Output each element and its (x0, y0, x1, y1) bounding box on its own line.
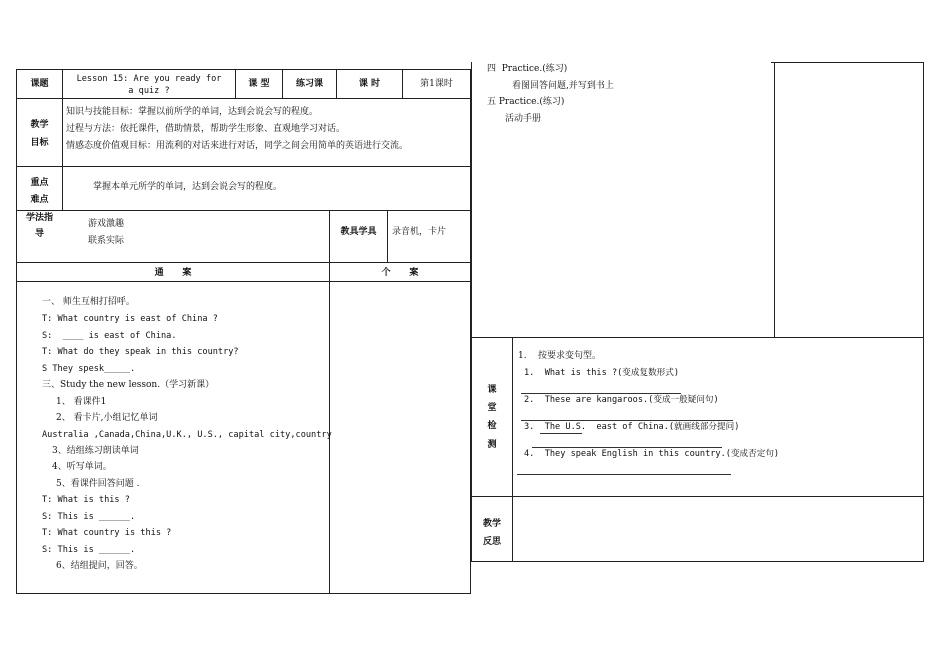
type-value: 练习课 (295, 79, 323, 89)
check-intro: 1. 按要求变句型。 (518, 351, 602, 361)
body-line-t2: T: What do they speak in this country? (42, 347, 239, 357)
body-line-t3: T: What is this ? (42, 495, 130, 505)
body-line-t4: T: What country is this ? (42, 528, 172, 538)
tools-label: 教具学具 (340, 227, 377, 237)
body-line-s3: S: This is ______. (42, 512, 136, 522)
goals-label-2: 目标 (30, 138, 49, 148)
underline-the-us (540, 433, 582, 434)
topic-value-line1: Lesson 15: Are you ready for (76, 74, 222, 84)
common-plan-header: 通 案 (154, 268, 192, 278)
topic-label: 课题 (30, 79, 49, 89)
method-label-1: 学法指 (25, 213, 53, 223)
check-item-2: 2. These are kangaroos.(变成一般疑问句) (524, 395, 719, 405)
body-line-step4: 4、听写单词。 (52, 462, 112, 472)
body-line-step2: 2、 看卡片,小组记忆单词 (56, 413, 158, 423)
method-line-2: 联系实际 (88, 236, 125, 246)
reflection-label-2: 反思 (482, 537, 501, 547)
practice-five-title: 五 Practice.(练习) (487, 97, 565, 107)
answer-line-4 (517, 474, 731, 475)
key-label-1: 重点 (30, 178, 49, 188)
body-line-greeting: 一、 师生互相打招呼。 (42, 297, 135, 307)
body-line-step6: 6、结组提问，回答。 (56, 561, 143, 571)
check-label-char-4: 测 (487, 440, 497, 450)
method-line-1: 游戏激趣 (88, 219, 125, 229)
goal-knowledge: 知识与技能目标：掌握以前所学的单词，达到会说会写的程度。 (66, 107, 319, 117)
body-line-new-lesson: 三、Study the new lesson.（学习新课） (42, 380, 215, 390)
practice-four-text: 看图回答问题,并写到书上 (512, 81, 614, 91)
practice-five-text: 活动手册 (505, 114, 542, 124)
check-item-1: 1. What is this ?(变成复数形式) (524, 368, 680, 378)
goal-emotion: 情感态度价值观目标：用流利的对话来进行对话，同学之间会用简单的英语进行交流。 (66, 141, 409, 151)
check-label-char-3: 检 (487, 421, 497, 431)
time-value: 第1课时 (420, 79, 453, 89)
body-line-step5: 5、看课件回答问题 . (56, 479, 140, 489)
body-line-s4: S: This is ______. (42, 545, 136, 555)
check-label-char-2: 堂 (487, 403, 497, 413)
type-label: 课 型 (248, 79, 270, 89)
body-line-s2: S They spesk_____. (42, 364, 136, 374)
check-label-char-1: 课 (487, 385, 497, 395)
practice-four-title: 四 Practice.(练习) (487, 64, 568, 74)
check-item-3: 3. The U.S. east of China.(就画线部分提问) (524, 422, 740, 432)
reflection-label-1: 教学 (482, 519, 501, 529)
body-line-t1: T: What country is east of China ? (42, 314, 218, 324)
tools-value: 录音机，卡片 (392, 227, 447, 237)
topic-value-line2: a quiz ? (128, 86, 170, 96)
goal-process: 过程与方法：依托课件，借助情景，帮助学生形象、直观地学习对话。 (66, 124, 346, 134)
body-line-words: Australia ,Canada,China,U.K., U.S., capital city,country (42, 430, 332, 440)
body-line-step1: 1、 看课件1 (56, 397, 107, 407)
key-points-text: 掌握本单元所学的单词，达到会说会写的程度。 (93, 182, 283, 192)
body-line-s1: S: ____ is east of China. (42, 331, 177, 341)
goals-label-1: 教学 (30, 120, 49, 130)
body-line-step3: 3、结组练习朗读单词 (52, 446, 139, 456)
method-label-2: 导 (34, 229, 44, 239)
check-item-4: 4. They speak English in this country.(变成否定句) (524, 449, 780, 459)
key-label-2: 难点 (30, 195, 49, 205)
personal-plan-header: 个 案 (381, 268, 419, 278)
time-label: 课 时 (358, 79, 381, 89)
